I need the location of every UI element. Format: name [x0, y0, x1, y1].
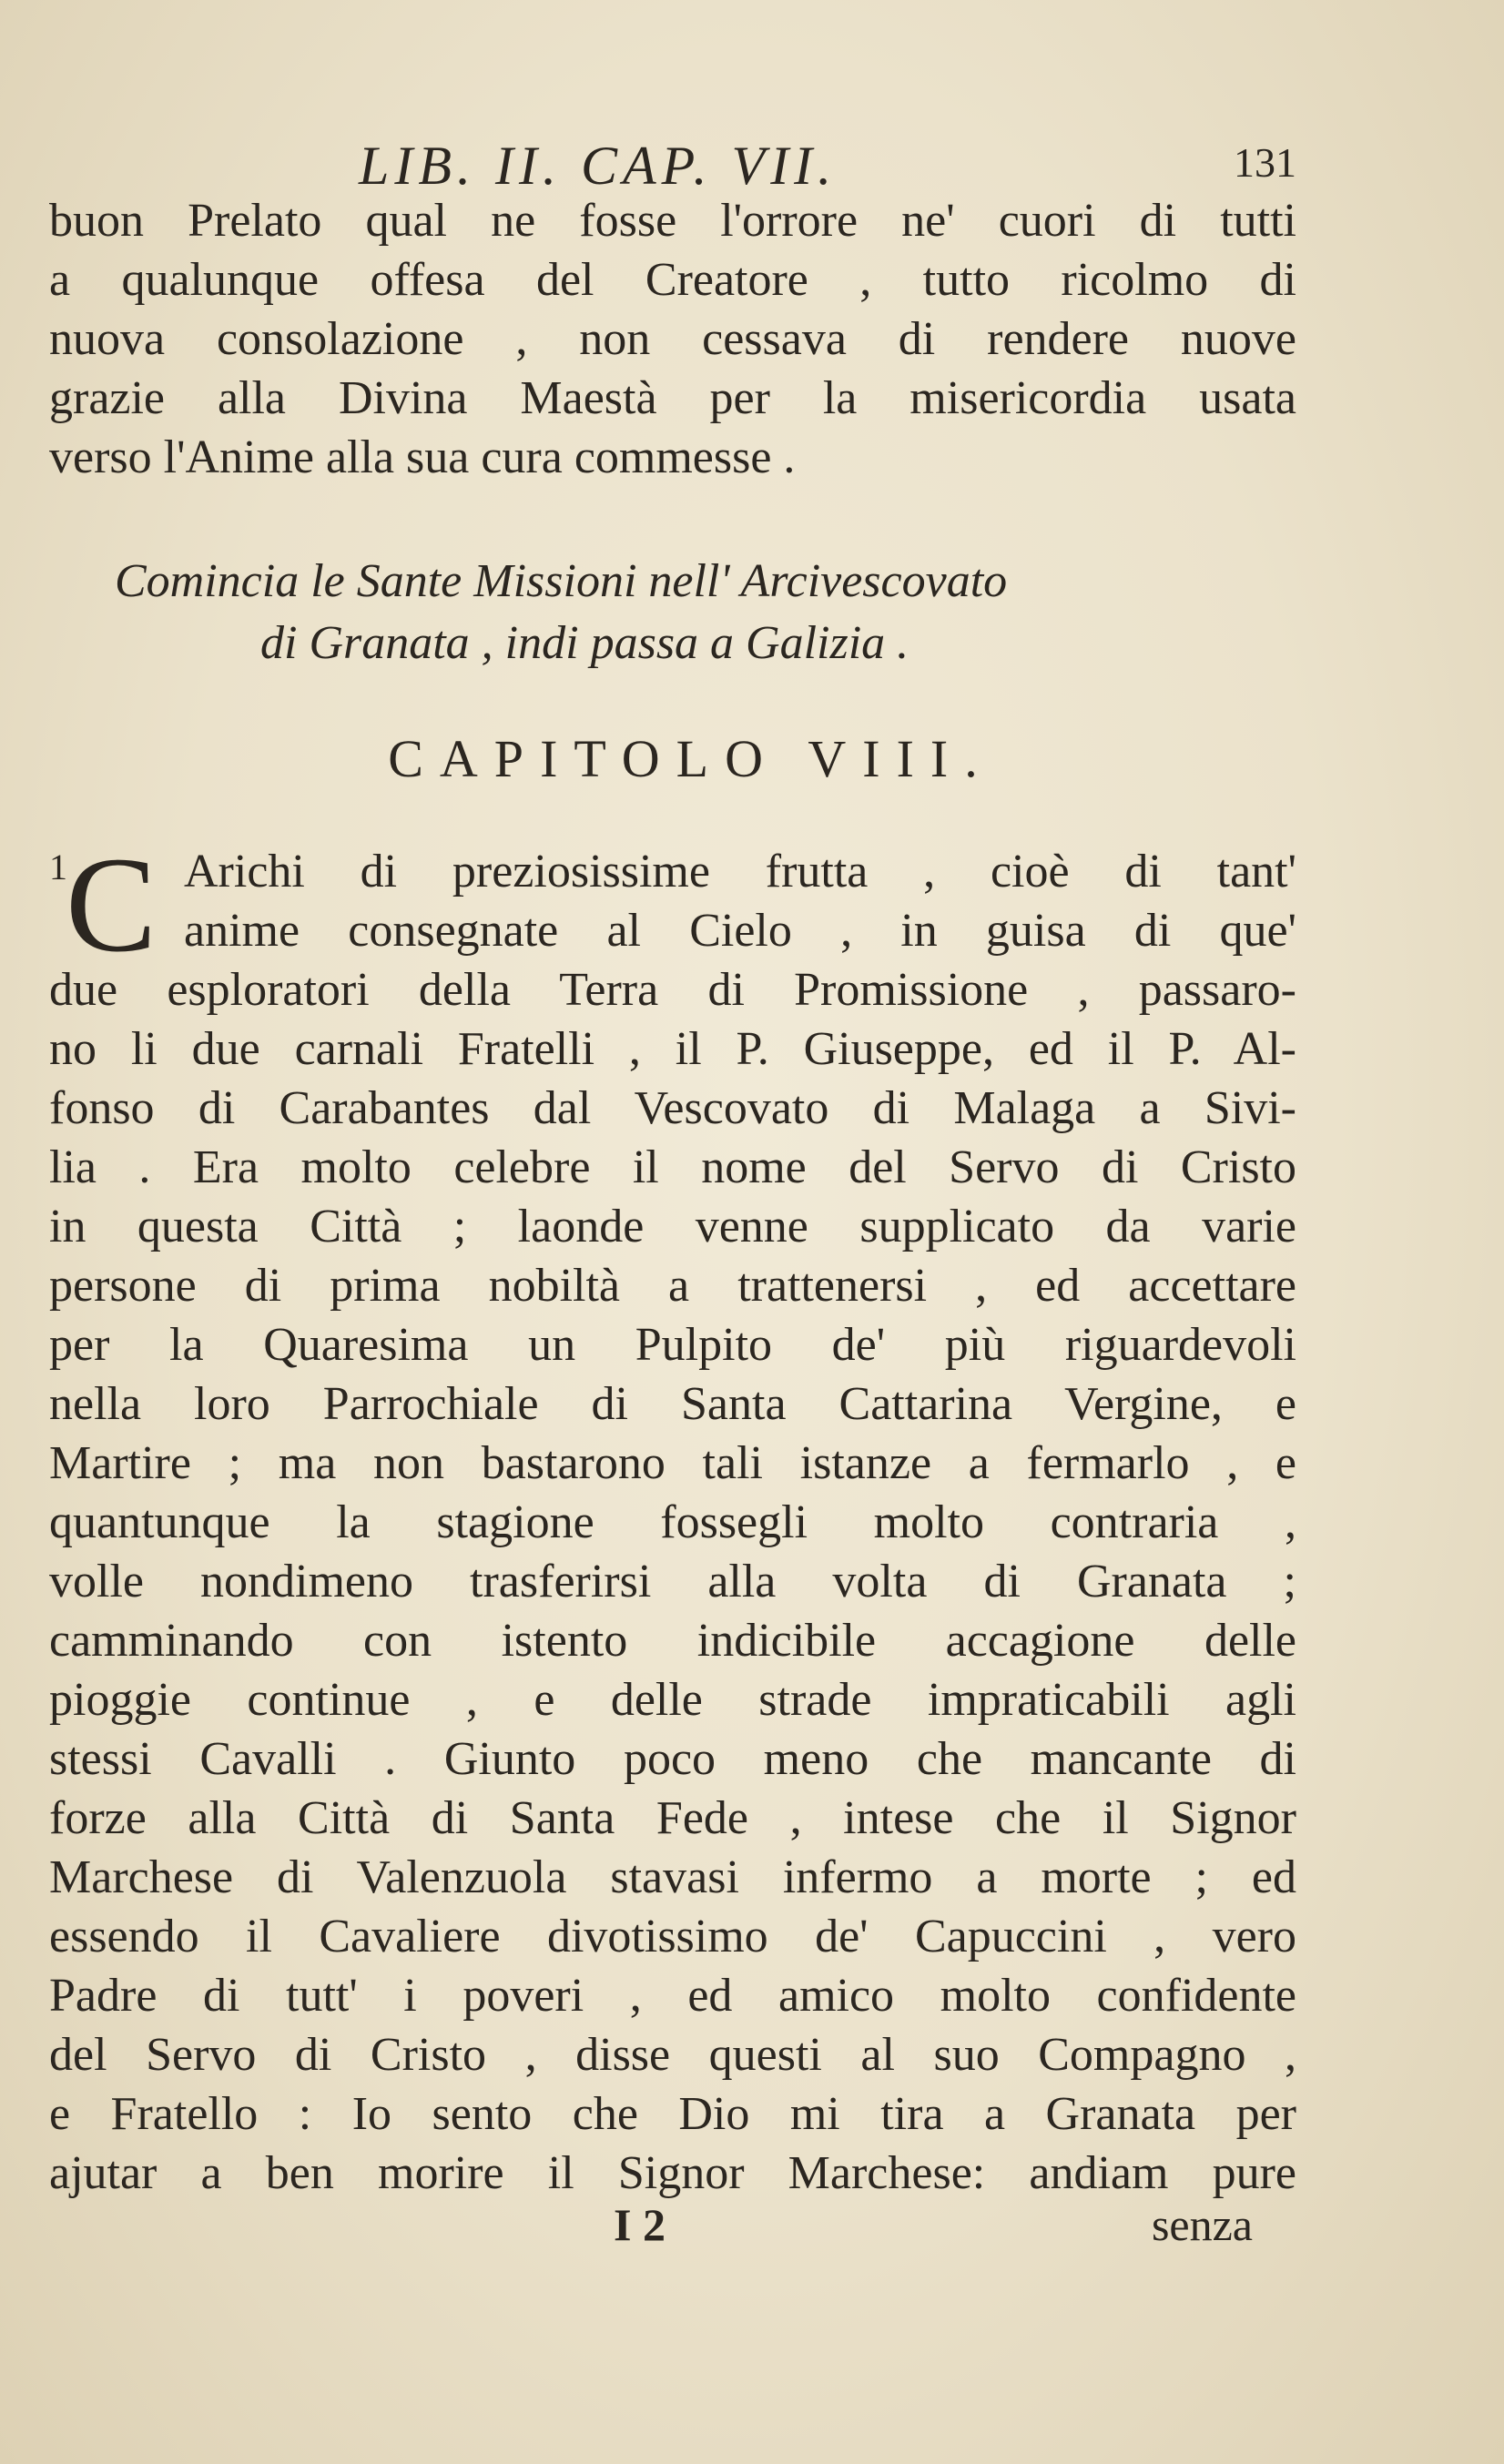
text-line: e Fratello : Io sento che Dio mi tira a Granata per	[49, 2088, 1296, 2140]
text-line: camminando con istento indicibile accagione delle	[49, 1615, 1296, 1667]
paragraph-number: 1	[49, 847, 67, 887]
text-line: persone di prima nobiltà a trattenersi , ed accettare	[49, 1260, 1296, 1312]
page-number: 131	[1234, 139, 1296, 186]
summary-line-2: di Granata , indi passa a Galizia .	[260, 617, 910, 669]
text-line: volle nondimeno trasferirsi alla volta di Granata ;	[49, 1556, 1296, 1607]
text-line: nella loro Parrochiale di Santa Cattarina Vergine, e	[49, 1378, 1296, 1430]
text-line: fonso di Carabantes dal Vescovato di Malaga a Sivi-	[49, 1082, 1296, 1134]
running-title: LIB. II. CAP. VII.	[359, 136, 838, 196]
text-line: Marchese di Valenzuola stavasi infermo a morte ; ed	[49, 1851, 1296, 1903]
summary-line-1: Comincia le Sante Missioni nell' Arcivescovato	[115, 555, 1008, 607]
drop-cap: C	[66, 829, 158, 980]
running-head	[49, 135, 1296, 196]
page-footer	[49, 2198, 1296, 2262]
text-line: essendo il Cavaliere divotissimo de' Capuccini , vero	[49, 1911, 1296, 1962]
text-line: per la Quaresima un Pulpito de' più riguardevoli	[49, 1319, 1296, 1371]
text-line: Martire ; ma non bastarono tali istanze a fermarlo , e	[49, 1437, 1296, 1489]
paragraph	[49, 829, 1296, 2203]
text-line: lia . Era molto celebre il nome del Servo di Cristo	[49, 1141, 1296, 1193]
signature-mark: I 2	[614, 2199, 666, 2250]
text-line: verso l'Anime alla sua cura commesse .	[49, 431, 796, 483]
text-line: forze alla Città di Santa Fede , intese che il Signor	[49, 1792, 1296, 1844]
chapter-summary	[49, 551, 1296, 674]
opening-text	[49, 191, 1296, 487]
text-line: del Servo di Cristo , disse questi al suo Compagno ,	[49, 2029, 1296, 2081]
text-line: anime consegnate al Cielo , in guisa di que'	[184, 905, 1296, 957]
text-line: due esploratori della Terra di Promissione , passaro-	[49, 964, 1296, 1016]
text-line: nuova consolazione , non cessava di rendere nuove	[49, 313, 1296, 365]
chapter-title: CAPITOLO VIII.	[388, 729, 994, 788]
text-line: grazie alla Divina Maestà per la misericordia usata	[49, 372, 1296, 424]
text-line: a qualunque offesa del Creatore , tutto ricolmo di	[49, 254, 1296, 306]
text-line: quantunque la stagione fossegli molto contraria ,	[49, 1496, 1296, 1548]
text-line: Arichi di preziosissime frutta , cioè di tant'	[184, 846, 1296, 897]
catchword: senza	[1151, 2199, 1253, 2250]
text-line: Padre di tutt' i poveri , ed amico molto confidente	[49, 1970, 1296, 2022]
text-line: ajutar a ben morire il Signor Marchese: andiam pure	[49, 2147, 1296, 2199]
text-line: no li due carnali Fratelli , il P. Giuseppe, ed il P. Al-	[49, 1023, 1296, 1075]
text-line: pioggie continue , e delle strade impraticabili agli	[49, 1674, 1296, 1726]
text-line: buon Prelato qual ne fosse l'orrore ne' cuori di tutti	[49, 195, 1296, 247]
text-line: in questa Città ; laonde venne supplicato da varie	[49, 1201, 1296, 1252]
text-line: stessi Cavalli . Giunto poco meno che mancante di	[49, 1733, 1296, 1785]
